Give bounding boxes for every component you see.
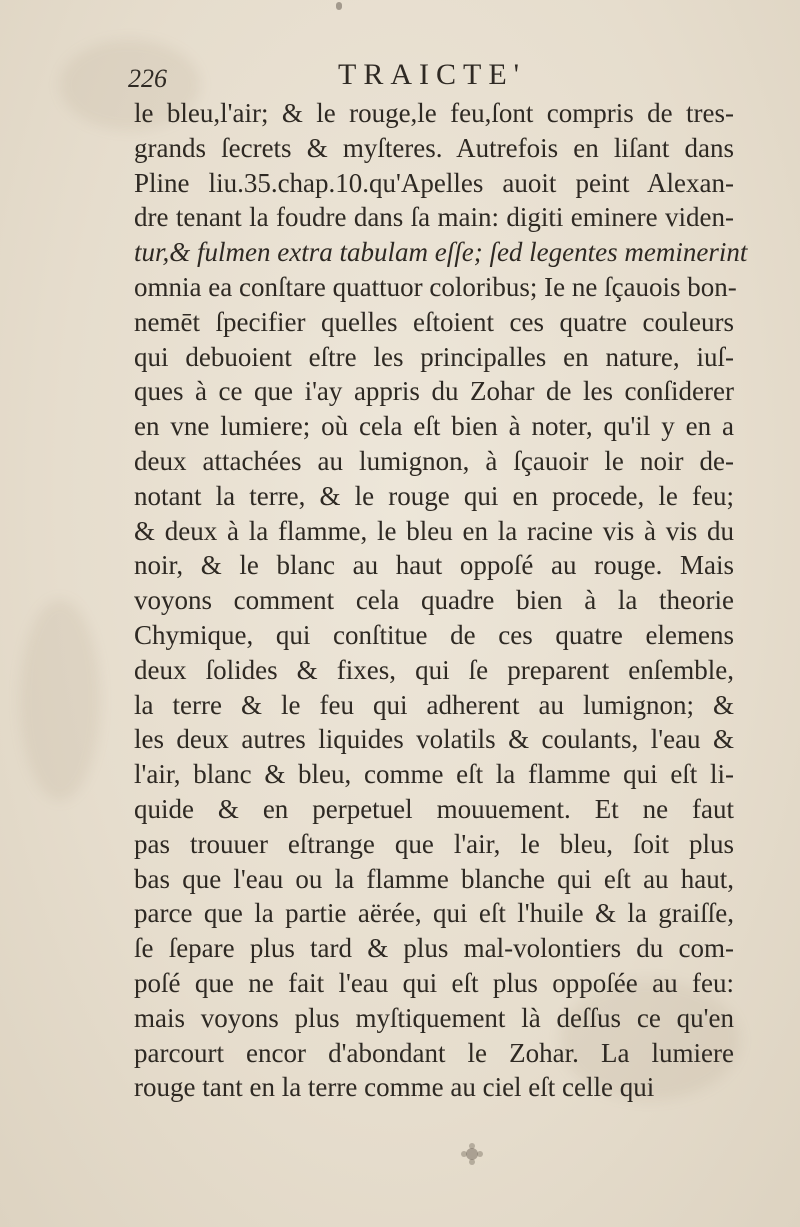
text-line: pas trouuer eſtrange que l'air, le bleu, ſoit plus <box>134 828 734 859</box>
text-line: deux ſolides & fixes, qui ſe preparent enſemble, <box>134 654 734 685</box>
text-line: ques à ce que i'ay appris du Zohar de les conſiderer <box>134 376 734 407</box>
text-line: rouge tant en la terre comme au ciel eſt celle qui <box>134 1072 655 1103</box>
text-line: & deux à la flamme, le bleu en la racine vis à vis du <box>134 515 734 546</box>
text-line: la terre & le feu qui adherent au lumignon; & <box>134 689 734 720</box>
text-line: l'air, blanc & bleu, comme eſt la flamme qui eſt li- <box>134 759 734 790</box>
text-line: voyons comment cela quadre bien à la theorie <box>134 585 734 616</box>
text-line: poſé que ne fait l'eau qui eſt plus oppoſée au feu: <box>134 967 734 998</box>
ink-mark <box>336 2 342 10</box>
text-line: deux attachées au lumignon, à ſçauoir le noir de- <box>134 445 734 476</box>
paper-stain <box>20 600 100 800</box>
text-line: nemēt ſpecifier quelles eſtoient ces quatre couleurs <box>134 306 734 337</box>
text-line: tur,& fulmen extra tabulam eſſe; ſed legentes meminerint <box>134 237 748 268</box>
text-line: quide & en perpetuel mouuement. Et ne faut <box>134 793 734 824</box>
running-title: TRAICTE' <box>338 58 527 91</box>
text-line: notant la terre, & le rouge qui en procede, le feu; <box>134 480 734 511</box>
text-line: les deux autres liquides volatils & coulants, l'eau & <box>134 724 734 755</box>
text-line: dre tenant la foudre dans ſa main: digiti eminere viden- <box>134 202 734 233</box>
text-line: grands ſecrets & myſteres. Autrefois en liſant dans <box>134 132 734 163</box>
running-head <box>0 58 800 98</box>
text-line: omnia ea conſtare quattuor coloribus; Ie ne ſçauois bon- <box>134 271 737 302</box>
text-line: Chymique, qui conſtitue de ces quatre elemens <box>134 619 734 650</box>
text-line: en vne lumiere; où cela eſt bien à noter, qu'il y en a <box>134 411 734 442</box>
text-line: qui debuoient eſtre les principalles en nature, iuſ- <box>134 341 734 372</box>
text-line: mais voyons plus myſtiquement là deſſus ce qu'en <box>134 1002 734 1033</box>
text-line: bas que l'eau ou la flamme blanche qui eſt au haut, <box>134 863 734 894</box>
page-number: 226 <box>128 64 167 93</box>
text-line: le bleu,l'air; & le rouge,le feu,ſont compris de tres- <box>134 98 734 128</box>
text-line: parce que la partie aërée, qui eſt l'huile & la graiſſe, <box>134 898 734 929</box>
text-line: parcourt encor d'abondant le Zohar. La lumiere <box>134 1037 734 1068</box>
text-line: noir, & le blanc au haut oppoſé au rouge. Mais <box>134 550 734 581</box>
text-line: Pline liu.35.chap.10.qu'Apelles auoit peint Alexan- <box>134 167 734 198</box>
printer-ornament-icon <box>458 1140 486 1168</box>
text-line: ſe ſepare plus tard & plus mal-volontiers du com- <box>134 933 734 964</box>
body-text <box>134 96 748 1105</box>
